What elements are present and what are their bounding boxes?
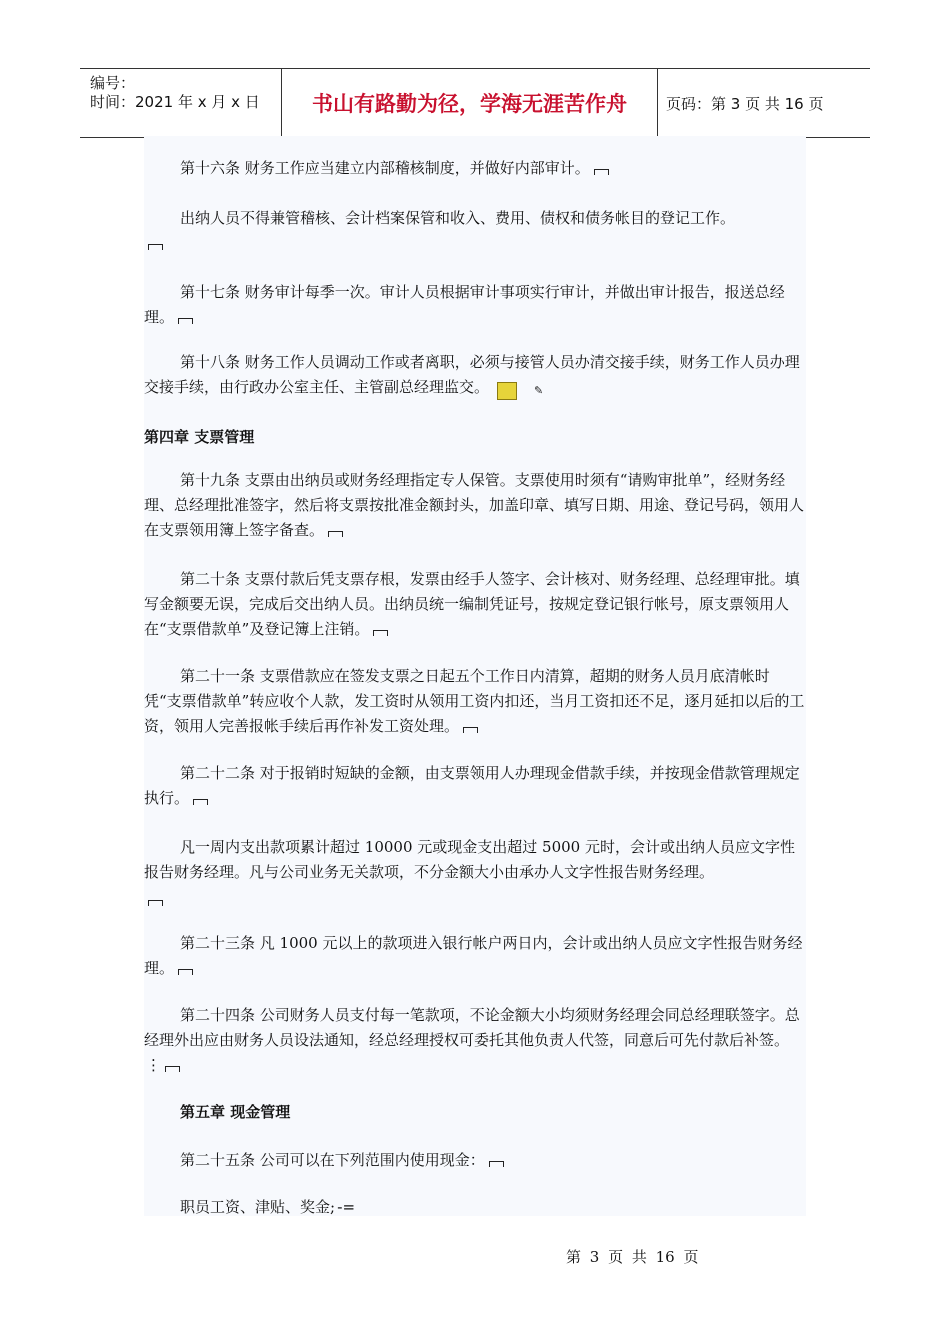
- paragraph-text: 职员工资、津贴、奖金;: [180, 1198, 336, 1216]
- comment-edit-icon[interactable]: ✎: [497, 382, 517, 400]
- paragraph: [144, 1148, 806, 1173]
- paragraph: [144, 567, 806, 642]
- paragraph-mark-icon: [178, 318, 193, 324]
- chapter-heading: 第四章 支票管理: [144, 428, 255, 446]
- paragraph-text: 第二十一条 支票借款应在签发支票之日起五个工作日内清算，超期的财务人员月底清帐时凭“支票借款单”转应收个人款，发工资时从领用工资内扣还，当月工资扣还不足，逐月延扣以后的工资，领用人完善报帐手续后再作补发工资处理。: [144, 667, 805, 735]
- chapter-heading: 第五章 现金管理: [180, 1103, 291, 1121]
- header-motto: 书山有路勤为径，学海无涯苦作舟: [282, 69, 658, 137]
- paragraph-tail-glyph: -=: [337, 1198, 356, 1216]
- paragraph: [144, 280, 806, 330]
- paragraph-text: 第十八条 财务工作人员调动工作或者离职，必须与接管人员办清交接手续，财务工作人员办理交接手续，由行政办公室主任、主管副总经理监交。: [144, 353, 800, 396]
- paragraph-mark-icon: [148, 244, 163, 250]
- page-header: [80, 68, 870, 138]
- paragraph-text: 第十七条 财务审计每季一次。审计人员根据审计事项实行审计，并做出审计报告，报送总经理。: [144, 283, 785, 326]
- paragraph-mark-icon: [178, 969, 193, 975]
- paragraph-mark-icon: [148, 900, 163, 906]
- header-left-cell: [80, 69, 282, 137]
- header-page-info: 页码：第 3 页 共 16 页: [666, 94, 824, 113]
- paragraph: [144, 1195, 806, 1220]
- date-line: 时间：2021 年 x 月 x 日: [90, 93, 260, 111]
- paragraph-mark-icon: [193, 799, 208, 805]
- document-body: [144, 136, 806, 1216]
- paragraph-text: 第二十条 支票付款后凭支票存根，发票由经手人签字、会计核对、财务经理、总经理审批。填写金额要无误，完成后交出纳人员。出纳员统一编制凭证号，按规定登记银行帐号，原支票领用人在“支票借款单”及登记簿上注销。: [144, 570, 800, 638]
- paragraph-tail-glyph: ⋮: [146, 1056, 161, 1074]
- paragraph-text: 出纳人员不得兼管稽核、会计档案保管和收入、费用、债权和债务帐目的登记工作。: [180, 209, 736, 227]
- paragraph-mark-icon: [594, 169, 609, 175]
- paragraph-text: 第十九条 支票由出纳员或财务经理指定专人保管。支票使用时须有“请购审批单”，经财务经理、总经理批准签字，然后将支票按批准金额封头，加盖印章、填写日期、用途、登记号码，领用人在支票领用簿上签字备查。: [144, 471, 805, 539]
- paragraph-text: 凡一周内支出款项累计超过 10000 元或现金支出超过 5000 元时，会计或出纳人员应文字性报告财务经理。凡与公司业务无关款项，不分金额大小由承办人文字性报告财务经理。: [144, 838, 795, 881]
- paragraph: [144, 156, 806, 181]
- paragraph: [144, 664, 806, 739]
- paragraph: [144, 931, 806, 981]
- page-footer: 第 3 页 共 16 页: [566, 1248, 699, 1266]
- paragraph-text: 第二十三条 凡 1000 元以上的款项进入银行帐户两日内，会计或出纳人员应文字性报告财务经理。: [144, 934, 803, 977]
- paragraph: [144, 1003, 806, 1078]
- paragraph-text: 第二十四条 公司财务人员支付每一笔款项，不论金额大小均须财务经理会同总经理联签字。总经理外出应由财务人员设法通知，经总经理授权可委托其他负责人代签，同意后可先付款后补签。: [144, 1006, 800, 1049]
- paragraph-mark-icon: [328, 531, 343, 537]
- paragraph: [144, 206, 806, 231]
- code-label: 编号：: [90, 74, 136, 92]
- paragraph-text: 第十六条 财务工作应当建立内部稽核制度，并做好内部审计。: [180, 159, 590, 177]
- paragraph: [144, 468, 806, 543]
- paragraph: [144, 761, 806, 811]
- paragraph: [144, 835, 806, 885]
- paragraph-mark-icon: [463, 727, 478, 733]
- paragraph-text: 第二十五条 公司可以在下列范围内使用现金：: [180, 1151, 485, 1169]
- paragraph-mark-icon: [165, 1066, 180, 1072]
- paragraph-mark-icon: [489, 1161, 504, 1167]
- paragraph-mark-icon: [373, 630, 388, 636]
- paragraph: [144, 350, 806, 400]
- paragraph-text: 第二十二条 对于报销时短缺的金额，由支票领用人办理现金借款手续，并按现金借款管理规定执行。: [144, 764, 800, 807]
